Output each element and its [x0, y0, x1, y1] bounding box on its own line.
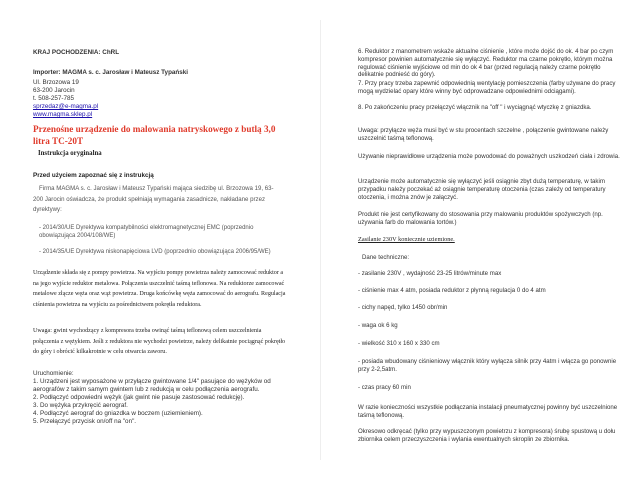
- note-food: Produkt nie jest certyfikowany do stosowania przy malowaniu produktów spożywczych (np. używania farb do malowania tortów.): [358, 211, 603, 226]
- website-link[interactable]: www.magma.sklep.pl: [33, 111, 93, 118]
- right-page: [320, 0, 640, 480]
- spec-item: - czas pracy 60 min: [358, 384, 411, 391]
- step-7: 7. Przy pracy trzeba zapewnić odpowiednią wentylację pomieszczenia (farby używane do pracy mogą wydzielać opary które winny być odprowadzane odpowiednimi odciągami).: [358, 80, 616, 95]
- step-6: 6. Reduktor z manometrem wskaże aktualne ciśnienie , które może dojść do ok. 4 bar po czym kompresor powinien automatycznie się wyłączyć. Reduktor ma czarne pokrętło, którym można regulować ciśnienie wyjściowe od min do ok 4 bar (przed regulacją należy czarne pokrętło delikatnie podnieść do góry).: [358, 48, 614, 79]
- importer-label: Importer: MAGMA s. c. Jarosław i Mateusz Typański: [33, 69, 189, 76]
- origin-label: KRAJ POCHODZENIA: ChRL: [33, 49, 120, 56]
- spec-item: - posiada wbudowany ciśnieniowy włącznik który wyłącza silnik przy 4atm i włącza go ponownie przy 2-2,5atm.: [358, 358, 617, 373]
- power-note: Zasilanie 230V koniecznie uziemione.: [358, 236, 455, 243]
- page-title: Przenośne urządzenie do malowania natryskowego z butlą 3,0 litra TC-20T: [33, 124, 276, 146]
- subtitle: Instrukcja oryginalna: [38, 150, 102, 157]
- body-text: Urządzenie składa się z pompy powietrza. Na wyjściu pompy powietrza należy zamocować reduktor a na jego wyjście reduktor metalowa. Połączenia uszczelnić taśmą teflonowa. Na reduktorze zamocować metalowe złącze węża oraz wąż powietrza. Druga końcówkę węża zamocować do aerografu. Regulacja ciśnienia powietrza na wyjściu za pośrednictwem pokrętła reduktora.: [33, 270, 286, 308]
- address-line: Ul. Brzozowa 19: [33, 79, 79, 86]
- startup-steps: [33, 378, 298, 426]
- spec-item: - waga ok 6 kg: [358, 322, 398, 329]
- address-line: 63-200 Jarocin: [33, 87, 75, 94]
- startup-step: 5. Przełączyć przycisk on/off na "on".: [33, 418, 137, 425]
- intro-text: Firma MAGMA s. c. Jarosław i Mateusz Typański mająca siedzibę ul. Brzozowa 19, 63-200 Jarocin oświadcza, że produkt spełniają wymagania zasadnicze, nakładane przez dyrektywy:: [33, 185, 274, 214]
- address-block: [33, 79, 233, 119]
- spec-item: - zasilanie 230V , wydajność 23-25 litrów/minute max: [358, 270, 502, 277]
- step-8: 8. Po zakończeniu pracy przełączyć włącznik na "off " i wyciągnąć wtyczkę z gniazdka.: [358, 104, 592, 111]
- note-temperature: Urządzenie może automatycznie się wyłączyć jeśli osiągnie zbyt dużą temperaturę, w takim przypadku należy poczekać aż osiągnie temperaturę otoczenia (czas zależy od temperatury otoczenia, i można znów je załączyć.: [358, 178, 606, 201]
- drain-note: Okresowo odkręcać (tylko przy wypuszczonym powietrzu z kompresora) śrubę spustową u dołu zbiornika celem przeczyszczenia i wylania ewentualnych skroplin ze zbiornika.: [358, 428, 616, 443]
- email-link[interactable]: sprzedaz@e-magma.pl: [33, 103, 99, 110]
- warning-heading: Przed użyciem zapoznać się z instrukcją: [33, 172, 154, 179]
- note-hose: Uwaga: przyłącze węża musi być w stu procentach szczelne , połączenie gwintowane należy uszczelnić taśmą teflonową.: [358, 127, 609, 142]
- condensate-note: W razie konieczności wszystkie podłączania instalacji pneumatycznej powinny być uszczelnione taśmą teflonową.: [358, 404, 618, 419]
- spec-item: - cichy napęd, tylko 1450 obr/min: [358, 304, 448, 311]
- directives-list: [33, 224, 283, 256]
- directive-item: - 2014/35/UE Dyrektywa niskonapięciowa LVD (poprzednio obowiązująca 2006/95/WE): [39, 248, 271, 255]
- caution-text: Uwaga: gwint wychodzący z kompresora trzeba owinąć taśmą teflonową celem uszczelnienia połączenia z wężykiem. Jeśli z reduktora nie wychodzi powietrze, należy delikatnie pociągnąć pokrętło do góry i obrócić kilkakrotnie w celu otwarcia zaworu.: [33, 328, 286, 356]
- startup-step: 2. Podłączyć odpowiedni wężyk (jak gwint nie pasuje zastosować redukcję).: [33, 394, 245, 401]
- address-line: t. 508-257-785: [33, 95, 74, 102]
- startup-heading: Uruchomienie:: [33, 370, 74, 377]
- spec-item: - ciśnienie max 4 atm, posiada reduktor z płynną regulacja 0 do 4 atm: [358, 287, 546, 294]
- spec-item: - wielkość 310 x 160 x 330 cm: [358, 340, 440, 347]
- startup-step: 4. Podłączyć aerograf do gniazdka w bo𝑐zem (uziemieniem).: [33, 410, 203, 417]
- startup-step: 3. Do wężyka przykręcić aerograf.: [33, 402, 128, 409]
- specs-heading: Dane techniczne:: [362, 254, 410, 261]
- note-damage: Używanie nieprawidłowe urządzenia może powodować do poważnych uszkodzeń ciała i zdrowia.: [358, 153, 620, 160]
- startup-step: 1. Urządzeni jest wyposażone w przyłącze gwintowane 1/4" pasujące do wężyków od aerografów z takim samym gwintem lub z redukcją w celu podłączenia aerografu.: [33, 378, 271, 393]
- directive-item: - 2014/30/UE Dyrektywa kompatybilności elektromagnetycznej EMC (poprzednio obowiązująca 2004/108/WE): [39, 225, 254, 240]
